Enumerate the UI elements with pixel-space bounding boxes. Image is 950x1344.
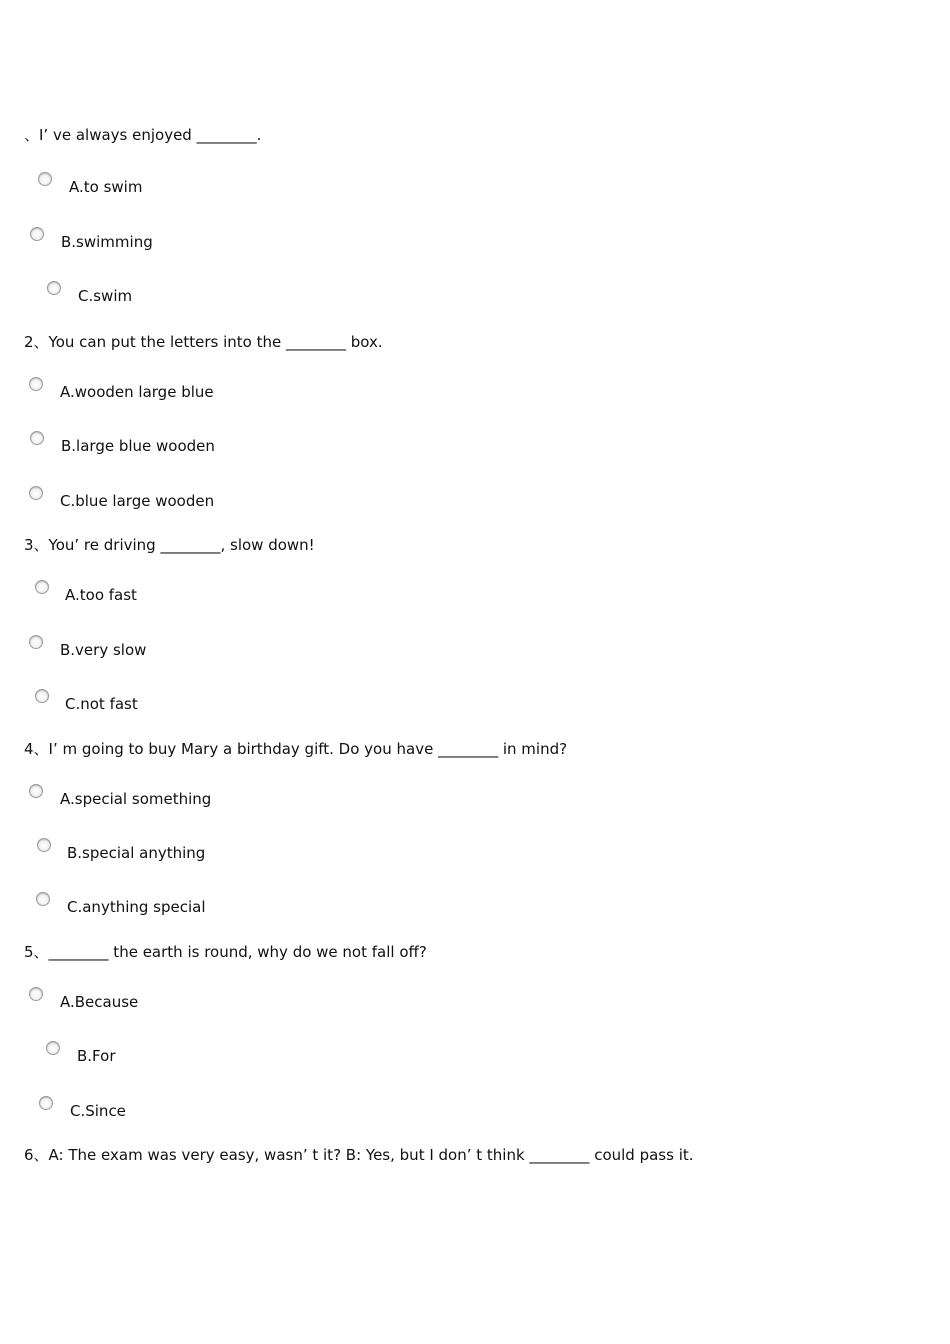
option-label: C.anything special [67, 898, 206, 916]
option-label: B.special anything [67, 844, 206, 862]
option-label: C.blue large wooden [60, 492, 215, 510]
question-3-text: 3、You’ re driving ________, slow down! [24, 536, 315, 554]
radio-button-icon[interactable] [36, 892, 50, 906]
radio-button-icon[interactable] [29, 987, 43, 1001]
radio-button-icon[interactable] [29, 486, 43, 500]
option-label: B.For [77, 1047, 116, 1065]
option-label: C.not fast [65, 695, 138, 713]
option-label: B.large blue wooden [61, 437, 215, 455]
question-5-text: 5、________ the earth is round, why do we not fall off? [24, 943, 427, 961]
option-label: B.swimming [61, 233, 153, 251]
option-label: A.too fast [65, 586, 137, 604]
radio-button-icon[interactable] [47, 281, 61, 295]
option-label: C.Since [70, 1102, 126, 1120]
option-label: A.special something [60, 790, 212, 808]
radio-button-icon[interactable] [30, 227, 44, 241]
radio-button-icon[interactable] [29, 635, 43, 649]
option-label: A.Because [60, 993, 139, 1011]
question-2-text: 2、You can put the letters into the ________ box. [24, 333, 383, 351]
radio-button-icon[interactable] [30, 431, 44, 445]
option-label: B.very slow [60, 641, 147, 659]
option-label: C.swim [78, 287, 133, 305]
option-label: A.to swim [69, 178, 143, 196]
question-4-text: 4、I’ m going to buy Mary a birthday gift. Do you have ________ in mind? [24, 740, 568, 758]
radio-button-icon[interactable] [29, 377, 43, 391]
radio-button-icon[interactable] [35, 580, 49, 594]
radio-button-icon[interactable] [35, 689, 49, 703]
radio-button-icon[interactable] [37, 838, 51, 852]
question-1-text: 、I’ ve always enjoyed ________. [24, 126, 262, 144]
question-6-text: 6、A: The exam was very easy, wasn’ t it? B: Yes, but I don’ t think ________ could pass it. [24, 1146, 694, 1164]
radio-button-icon[interactable] [46, 1041, 60, 1055]
option-label: A.wooden large blue [60, 383, 214, 401]
radio-button-icon[interactable] [38, 172, 52, 186]
radio-button-icon[interactable] [39, 1096, 53, 1110]
radio-button-icon[interactable] [29, 784, 43, 798]
